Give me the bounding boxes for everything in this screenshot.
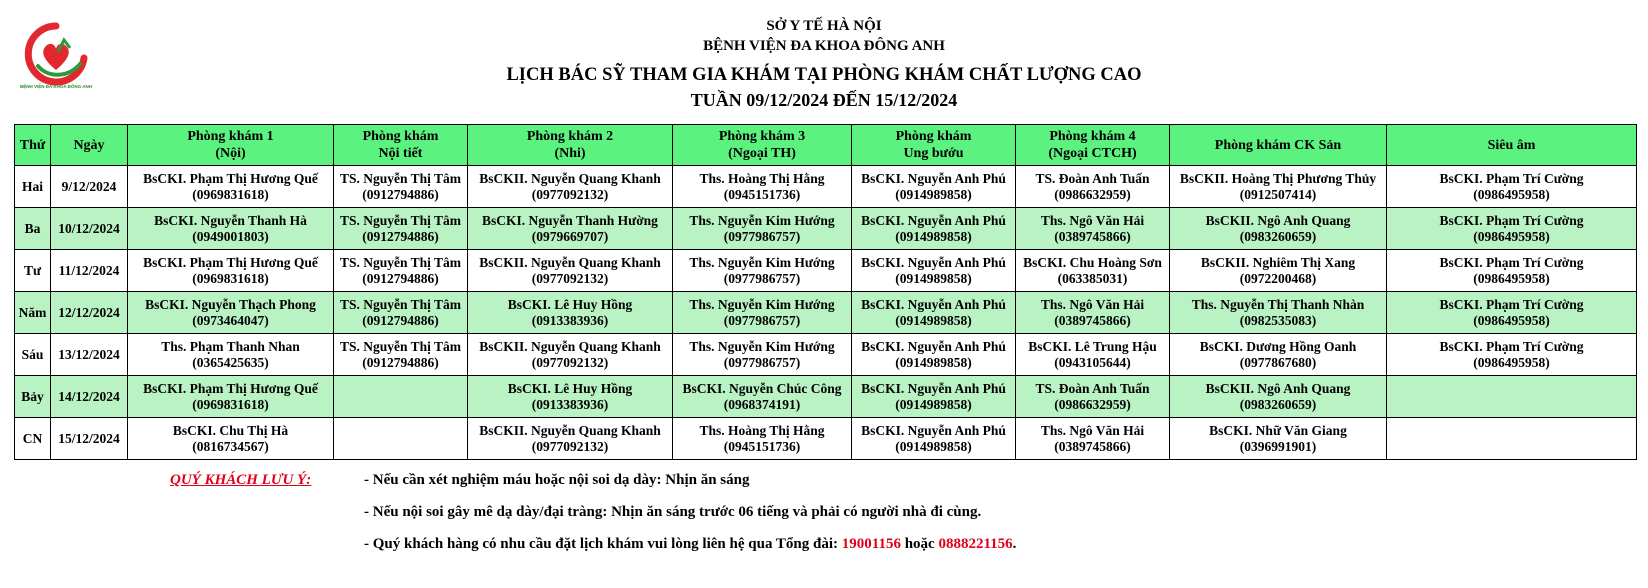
doctor-cell [128, 208, 334, 250]
day-cell: Sáu [15, 334, 51, 376]
doctor-name: BsCKI. Nguyễn Anh Phú [861, 212, 1006, 228]
doctor-phone: (0943105644) [1054, 354, 1131, 370]
doctor-cell [128, 376, 334, 418]
doctor-cell [468, 334, 673, 376]
doctor-phone: (0986495958) [1473, 312, 1550, 328]
doctor-phone: (063385031) [1057, 270, 1128, 286]
doctor-cell [1016, 166, 1170, 208]
doctor-cell [852, 208, 1016, 250]
doctor-name: BsCKI. Lê Trung Hậu [1028, 338, 1157, 354]
doctor-phone: (0969831618) [192, 186, 269, 202]
doctor-phone: (0396991901) [1239, 438, 1317, 454]
doctor-name: BsCKI. Phạm Trí Cường [1439, 212, 1584, 228]
table-row [15, 250, 1637, 292]
doctor-name: BsCKI. Nguyễn Anh Phú [861, 380, 1006, 396]
column-header: Thứ [15, 125, 51, 166]
doctor-cell [468, 208, 673, 250]
doctor-phone: (0914989858) [895, 354, 972, 370]
doctor-name: BsCKI. Lê Huy Hồng [507, 296, 633, 312]
doctor-name: Ths. Hoàng Thị Hằng [699, 422, 825, 438]
doctor-phone: (0977092132) [531, 270, 609, 286]
table-row [15, 376, 1637, 418]
doctor-phone: (0986632959) [1054, 396, 1131, 412]
doctor-phone: (0912794886) [362, 186, 439, 202]
table-row [15, 166, 1637, 208]
doctor-name: BsCKI. Nguyễn Anh Phú [861, 338, 1006, 354]
doctor-name: TS. Nguyễn Thị Tâm [339, 296, 462, 312]
doctor-name: TS. Nguyễn Thị Tâm [339, 338, 462, 354]
column-header: Phòng khám CK Sản [1170, 125, 1387, 166]
doctor-name: TS. Nguyễn Thị Tâm [339, 254, 462, 270]
doctor-phone: (0914989858) [895, 396, 972, 412]
week-range: TUẦN 09/12/2024 ĐẾN 15/12/2024 [690, 90, 958, 110]
doctor-phone: (0986495958) [1473, 186, 1550, 202]
column-header: Ngày [51, 125, 128, 166]
doctor-cell [673, 208, 852, 250]
doctor-name: BsCKI. Phạm Trí Cường [1439, 338, 1584, 354]
doctor-name: BsCKI. Nguyễn Anh Phú [861, 254, 1006, 270]
doctor-phone: (0977986757) [723, 312, 801, 328]
doctor-phone: (0912794886) [362, 228, 439, 244]
date-cell: 13/12/2024 [51, 334, 128, 376]
doctor-name: BsCKII. Ngô Anh Quang [1205, 380, 1351, 396]
note-line: - Nếu nội soi gây mê dạ dày/đại tràng: Nhịn ăn sáng trước 06 tiếng và phải có người nhà đi cùng. [364, 504, 982, 520]
date-cell: 15/12/2024 [51, 418, 128, 460]
doctor-phone: (0972200468) [1239, 270, 1317, 286]
doctor-name: BsCKI. Dương Hồng Oanh [1199, 338, 1357, 354]
doctor-cell [852, 418, 1016, 460]
day-cell: Hai [15, 166, 51, 208]
doctor-name: BsCKII. Hoàng Thị Phương Thủy [1179, 170, 1377, 186]
doctor-name: BsCKI. Nhữ Văn Giang [1209, 422, 1347, 438]
doctor-name: BsCKI. Phạm Trí Cường [1439, 296, 1584, 312]
notes-title: QUÝ KHÁCH LƯU Ý: [170, 472, 312, 488]
doctor-name: BsCKI. Phạm Thị Hương Quế [143, 170, 318, 186]
doctor-cell [1387, 418, 1637, 460]
doctor-phone: (0389745866) [1054, 312, 1131, 328]
note-line-hotline: - Quý khách hàng có nhu cầu đặt lịch khám vui lòng liên hệ qua Tổng đài: 19001156 hoặc 0888221156. [364, 536, 1017, 552]
doctor-cell [673, 376, 852, 418]
doctor-phone: (0912794886) [362, 270, 439, 286]
doctor-phone: (0968374191) [723, 396, 801, 412]
doctor-name: BsCKI. Phạm Trí Cường [1439, 254, 1584, 270]
doctor-name: BsCKI. Nguyễn Thanh Hà [154, 212, 307, 228]
doctor-name: BsCKII. Nguyễn Quang Khanh [479, 338, 661, 354]
doctor-name: BsCKII. Nguyễn Quang Khanh [479, 254, 661, 270]
doctor-name: TS. Nguyễn Thị Tâm [339, 170, 462, 186]
doctor-phone: (0977986757) [723, 270, 801, 286]
column-header: Phòng khám 2 (Nhi) [468, 125, 673, 166]
doctor-phone: (0979669707) [531, 228, 609, 244]
table-header-row [15, 125, 1637, 166]
doctor-phone: (0912794886) [362, 312, 439, 328]
doctor-name: BsCKI. Chu Thị Hà [172, 422, 289, 438]
doctor-name: TS. Nguyễn Thị Tâm [339, 212, 462, 228]
doctor-cell [468, 250, 673, 292]
doctor-cell [1170, 334, 1387, 376]
doctor-phone: (0914989858) [895, 186, 972, 202]
doctor-phone: (0983260659) [1239, 396, 1317, 412]
schedule-table [14, 124, 1637, 460]
doctor-cell [1016, 250, 1170, 292]
doctor-phone: (0912794886) [362, 354, 439, 370]
doctor-phone: (0982535083) [1239, 312, 1317, 328]
doctor-name: BsCKI. Nguyễn Anh Phú [861, 170, 1006, 186]
doctor-name: Ths. Nguyễn Kim Hướng [689, 254, 835, 270]
doctor-phone: (0949001803) [192, 228, 269, 244]
doctor-name: BsCKI. Phạm Thị Hương Quế [143, 380, 318, 396]
doctor-cell [128, 250, 334, 292]
hotline-number: 0888221156 [938, 536, 1013, 552]
doctor-phone: (0969831618) [192, 396, 269, 412]
doctor-name: BsCKI. Nguyễn Anh Phú [861, 296, 1006, 312]
page-title: LỊCH BÁC SỸ THAM GIA KHÁM TẠI PHÒNG KHÁM CHẤT LƯỢNG CAO [506, 65, 1142, 85]
doctor-phone: (0983260659) [1239, 228, 1317, 244]
doctor-name: TS. Đoàn Anh Tuấn [1035, 380, 1150, 396]
hotline-number: 19001156 [841, 536, 901, 552]
doctor-cell [1170, 376, 1387, 418]
doctor-name: BsCKI. Chu Hoàng Sơn [1023, 254, 1162, 270]
doctor-phone: (0986495958) [1473, 270, 1550, 286]
day-cell: Ba [15, 208, 51, 250]
doctor-name: Ths. Ngô Văn Hải [1040, 296, 1145, 312]
doctor-cell [1387, 292, 1637, 334]
doctor-cell [1016, 292, 1170, 334]
column-header: Phòng khám 1 (Nội) [128, 125, 334, 166]
doctor-cell [128, 292, 334, 334]
doctor-name: Ths. Nguyễn Thị Thanh Nhàn [1191, 296, 1365, 312]
doctor-cell [673, 166, 852, 208]
doctor-phone: (0365425635) [192, 354, 269, 370]
doctor-phone: (0945151736) [723, 186, 801, 202]
doctor-cell [334, 376, 468, 418]
department-name: SỞ Y TẾ HÀ NỘI [766, 18, 882, 34]
doctor-cell [128, 334, 334, 376]
doctor-name: Ths. Nguyễn Kim Hướng [689, 338, 835, 354]
doctor-phone: (0914989858) [895, 270, 972, 286]
doctor-cell [468, 166, 673, 208]
doctor-cell [1170, 292, 1387, 334]
doctor-cell [1016, 334, 1170, 376]
doctor-phone: (0986495958) [1473, 354, 1550, 370]
doctor-name: Ths. Nguyễn Kim Hướng [689, 296, 835, 312]
doctor-name: BsCKII. Ngô Anh Quang [1205, 212, 1351, 228]
date-cell: 12/12/2024 [51, 292, 128, 334]
column-header: Phòng khám Nội tiết [334, 125, 468, 166]
doctor-cell [468, 292, 673, 334]
doctor-name: BsCKI. Nguyễn Chúc Công [682, 380, 842, 396]
date-cell: 11/12/2024 [51, 250, 128, 292]
doctor-phone: (0977092132) [531, 186, 609, 202]
hospital-name: BỆNH VIỆN ĐA KHOA ĐÔNG ANH [703, 38, 945, 54]
doctor-cell [673, 418, 852, 460]
doctor-name: Ths. Hoàng Thị Hằng [699, 170, 825, 186]
doctor-cell [334, 418, 468, 460]
doctor-phone: (0969831618) [192, 270, 269, 286]
doctor-cell [334, 250, 468, 292]
doctor-phone: (0913383936) [531, 396, 609, 412]
doctor-phone: (0986632959) [1054, 186, 1131, 202]
day-cell: Năm [15, 292, 51, 334]
doctor-cell [334, 166, 468, 208]
doctor-cell [673, 292, 852, 334]
doctor-name: Ths. Nguyễn Kim Hướng [689, 212, 835, 228]
doctor-cell [1170, 250, 1387, 292]
logo-caption: BỆNH VIỆN ĐA KHOA ĐÔNG ANH [19, 84, 92, 89]
doctor-cell [128, 418, 334, 460]
doctor-cell [1016, 376, 1170, 418]
doctor-phone: (0973464047) [192, 312, 269, 328]
doctor-name: BsCKI. Nguyễn Anh Phú [861, 422, 1006, 438]
doctor-cell [1170, 208, 1387, 250]
date-cell: 14/12/2024 [51, 376, 128, 418]
column-header: Siêu âm [1387, 125, 1637, 166]
doctor-cell [128, 166, 334, 208]
doctor-cell [852, 292, 1016, 334]
table-row [15, 208, 1637, 250]
doctor-name: Ths. Ngô Văn Hải [1040, 422, 1145, 438]
doctor-cell [852, 166, 1016, 208]
doctor-cell [1170, 166, 1387, 208]
date-cell: 10/12/2024 [51, 208, 128, 250]
doctor-phone: (0914989858) [895, 312, 972, 328]
column-header: Phòng khám 4 (Ngoại CTCH) [1016, 125, 1170, 166]
doctor-cell [852, 250, 1016, 292]
doctor-name: BsCKI. Phạm Thị Hương Quế [143, 254, 318, 270]
doctor-cell [1387, 334, 1637, 376]
doctor-name: Ths. Phạm Thanh Nhan [161, 338, 300, 354]
doctor-cell [334, 292, 468, 334]
column-header: Phòng khám Ung bướu [852, 125, 1016, 166]
day-cell: CN [15, 418, 51, 460]
day-cell: Bảy [15, 376, 51, 418]
table-row [15, 292, 1637, 334]
doctor-name: BsCKI. Phạm Trí Cường [1439, 170, 1584, 186]
doctor-cell [1016, 418, 1170, 460]
doctor-name: BsCKI. Nguyễn Thanh Hường [482, 212, 658, 228]
doctor-phone: (0816734567) [192, 438, 269, 454]
column-header: Phòng khám 3 (Ngoại TH) [673, 125, 852, 166]
doctor-name: BsCKII. Nguyễn Quang Khanh [479, 170, 661, 186]
doctor-phone: (0914989858) [895, 438, 972, 454]
table-row [15, 418, 1637, 460]
doctor-phone: (0389745866) [1054, 438, 1131, 454]
doctor-phone: (0389745866) [1054, 228, 1131, 244]
doctor-phone: (0912507414) [1239, 186, 1317, 202]
note-line: - Nếu cần xét nghiệm máu hoặc nội soi dạ dày: Nhịn ăn sáng [364, 472, 750, 488]
doctor-name: BsCKI. Lê Huy Hồng [507, 380, 633, 396]
doctor-cell [334, 334, 468, 376]
doctor-cell [468, 418, 673, 460]
doctor-cell [468, 376, 673, 418]
doctor-phone: (0913383936) [531, 312, 609, 328]
doctor-name: BsCKII. Nguyễn Quang Khanh [479, 422, 661, 438]
doctor-cell [1387, 208, 1637, 250]
doctor-phone: (0914989858) [895, 228, 972, 244]
doctor-name: BsCKII. Nghiêm Thị Xang [1200, 254, 1356, 270]
doctor-cell [852, 334, 1016, 376]
doctor-cell [1170, 418, 1387, 460]
doctor-phone: (0977867680) [1239, 354, 1317, 370]
doctor-cell [852, 376, 1016, 418]
doctor-cell [1387, 166, 1637, 208]
doctor-cell [1387, 376, 1637, 418]
doctor-cell [673, 334, 852, 376]
doctor-phone: (0977092132) [531, 354, 609, 370]
doctor-phone: (0977986757) [723, 354, 801, 370]
doctor-phone: (0977986757) [723, 228, 801, 244]
doctor-cell [673, 250, 852, 292]
doctor-phone: (0945151736) [723, 438, 801, 454]
doctor-name: Ths. Ngô Văn Hải [1040, 212, 1145, 228]
doctor-name: TS. Đoàn Anh Tuấn [1035, 170, 1150, 186]
doctor-name: BsCKI. Nguyễn Thạch Phong [145, 296, 316, 312]
table-row [15, 334, 1637, 376]
doctor-phone: (0986495958) [1473, 228, 1550, 244]
doctor-cell [1387, 250, 1637, 292]
day-cell: Tư [15, 250, 51, 292]
doctor-cell [334, 208, 468, 250]
doctor-phone: (0977092132) [531, 438, 609, 454]
date-cell: 9/12/2024 [51, 166, 128, 208]
doctor-cell [1016, 208, 1170, 250]
